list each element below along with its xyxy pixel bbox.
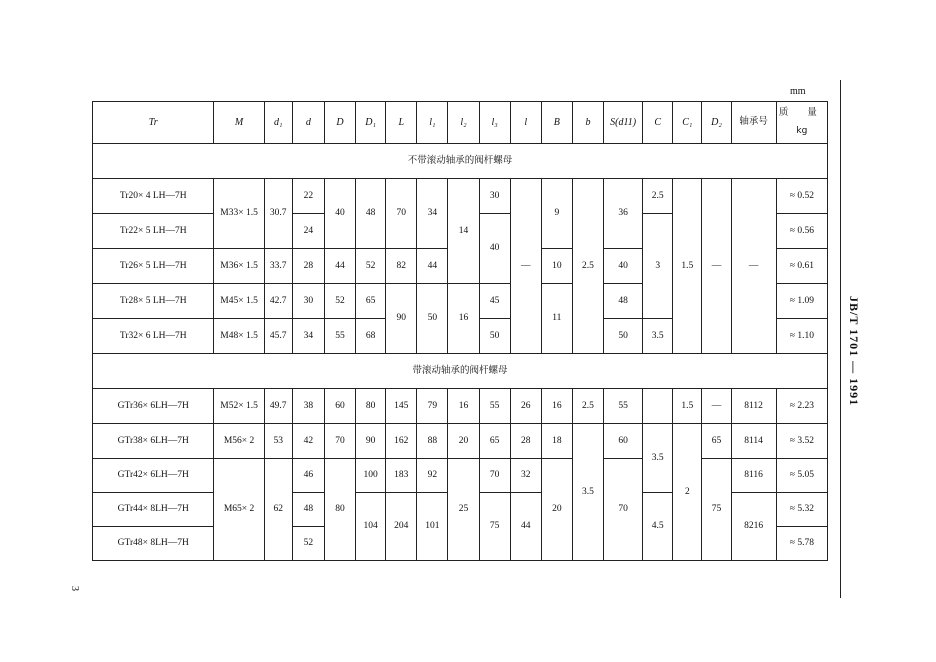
cell-l3: 75 — [479, 493, 510, 561]
cell-L: 145 — [386, 389, 417, 424]
cell-l2: 16 — [448, 284, 479, 354]
cell-b: 2.5 — [572, 389, 603, 424]
cell-l: 44 — [510, 493, 541, 561]
header-b: b — [572, 102, 603, 144]
cell-m: M56× 2 — [214, 424, 264, 459]
header-weight — [776, 102, 827, 144]
cell-d: 30 — [292, 284, 324, 319]
cell-L: 183 — [386, 459, 417, 493]
cell-D1: 48 — [356, 179, 386, 249]
cell-weight: ≈ 3.52 — [776, 424, 827, 459]
table-row — [93, 179, 828, 214]
cell-d1: 30.7 — [264, 179, 292, 249]
cell-D2: 65 — [702, 424, 731, 459]
cell-l3: 30 — [479, 179, 510, 214]
cell-weight: ≈ 0.61 — [776, 249, 827, 284]
cell-l3: 70 — [479, 459, 510, 493]
cell-bearing: 8216 — [731, 493, 776, 561]
cell-B: 10 — [541, 249, 572, 284]
cell-B: 11 — [541, 284, 572, 354]
cell-S: 48 — [604, 284, 643, 319]
header-l: l — [510, 102, 541, 144]
header-weight-label: 质 量 — [778, 106, 825, 118]
cell-l1: 79 — [417, 389, 448, 424]
header-l1: l₁ — [417, 102, 448, 144]
cell-S: 50 — [604, 319, 643, 354]
cell-m: M48× 1.5 — [214, 319, 264, 354]
cell-l: 26 — [510, 389, 541, 424]
cell-S: 36 — [604, 179, 643, 249]
header-l2: l₂ — [448, 102, 479, 144]
cell-L: 90 — [386, 284, 417, 354]
cell-tr: GTr44× 8LH—7H — [93, 493, 214, 527]
cell-B: 16 — [541, 389, 572, 424]
cell-L: 162 — [386, 424, 417, 459]
standard-side-label: JB/T 1701 — 1991 — [847, 296, 861, 407]
cell-m: M45× 1.5 — [214, 284, 264, 319]
cell-C: 3.5 — [643, 319, 673, 354]
cell-bearing: — — [731, 179, 776, 354]
header-d1: d₁ — [264, 102, 292, 144]
cell-m: M36× 1.5 — [214, 249, 264, 284]
cell-C1: 2 — [673, 424, 702, 561]
section-title-bearing: 带滚动轴承的阀杆螺母 — [93, 354, 828, 389]
cell-b: 2.5 — [572, 179, 603, 354]
cell-l: 28 — [510, 424, 541, 459]
cell-D: 40 — [324, 179, 355, 249]
cell-D1: 65 — [356, 284, 386, 319]
header-B: B — [541, 102, 572, 144]
cell-C1: 1.5 — [673, 179, 702, 354]
cell-D1: 68 — [356, 319, 386, 354]
cell-d: 42 — [292, 424, 324, 459]
cell-D1: 52 — [356, 249, 386, 284]
cell-tr: Tr28× 5 LH—7H — [93, 284, 214, 319]
header-bearing: 轴承号 — [731, 102, 776, 144]
table-row — [93, 459, 828, 493]
header-tr: Tr — [93, 102, 214, 144]
cell-l1: 44 — [417, 249, 448, 284]
header-L: L — [386, 102, 417, 144]
cell-tr: Tr20× 4 LH—7H — [93, 179, 214, 214]
section-title-plain: 不带滚动轴承的阀杆螺母 — [93, 144, 828, 179]
cell-l3: 40 — [479, 214, 510, 284]
cell-B: 20 — [541, 459, 572, 561]
cell-l3: 65 — [479, 424, 510, 459]
cell-C — [643, 389, 673, 424]
unit-label: mm — [790, 86, 806, 97]
cell-D: 80 — [324, 459, 355, 561]
cell-weight: ≈ 1.10 — [776, 319, 827, 354]
cell-C: 4.5 — [643, 493, 673, 561]
cell-S: 55 — [604, 389, 643, 424]
page-number: 3 — [69, 586, 80, 591]
cell-D: 60 — [324, 389, 355, 424]
cell-tr: Tr32× 6 LH—7H — [93, 319, 214, 354]
cell-weight: ≈ 1.09 — [776, 284, 827, 319]
cell-D2: — — [702, 179, 731, 354]
cell-d: 24 — [292, 214, 324, 249]
cell-L: 204 — [386, 493, 417, 561]
cell-l3: 45 — [479, 284, 510, 319]
cell-D2: 75 — [702, 459, 731, 561]
cell-S: 40 — [604, 249, 643, 284]
cell-l3: 50 — [479, 319, 510, 354]
cell-d1: 53 — [264, 424, 292, 459]
header-C1: C₁ — [673, 102, 702, 144]
header-m: M — [214, 102, 264, 144]
cell-C: 3.5 — [643, 424, 673, 493]
header-S: S(d11) — [604, 102, 643, 144]
cell-bearing: 8112 — [731, 389, 776, 424]
header-l3: l₃ — [479, 102, 510, 144]
cell-D1: 80 — [356, 389, 386, 424]
cell-d1: 33.7 — [264, 249, 292, 284]
cell-tr: GTr42× 6LH—7H — [93, 459, 214, 493]
cell-m: M33× 1.5 — [214, 179, 264, 249]
cell-weight: ≈ 5.32 — [776, 493, 827, 527]
cell-D2: — — [702, 389, 731, 424]
cell-l: — — [510, 179, 541, 354]
cell-B: 9 — [541, 179, 572, 249]
cell-d: 34 — [292, 319, 324, 354]
cell-l2: 25 — [448, 459, 479, 561]
spec-table — [92, 101, 828, 561]
cell-d: 52 — [292, 527, 324, 561]
cell-D: 55 — [324, 319, 355, 354]
header-D2: D₂ — [702, 102, 731, 144]
cell-l3: 55 — [479, 389, 510, 424]
cell-l1: 34 — [417, 179, 448, 249]
cell-d1: 49.7 — [264, 389, 292, 424]
section-row — [93, 354, 828, 389]
cell-bearing: 8116 — [731, 459, 776, 493]
cell-D1: 90 — [356, 424, 386, 459]
cell-l1: 88 — [417, 424, 448, 459]
cell-bearing: 8114 — [731, 424, 776, 459]
cell-d: 38 — [292, 389, 324, 424]
cell-l1: 92 — [417, 459, 448, 493]
cell-C1: 1.5 — [673, 389, 702, 424]
cell-d1: 42.7 — [264, 284, 292, 319]
header-d: d — [292, 102, 324, 144]
header-row — [93, 102, 828, 144]
cell-l: 32 — [510, 459, 541, 493]
cell-tr: GTr36× 6LH—7H — [93, 389, 214, 424]
cell-D: 44 — [324, 249, 355, 284]
cell-B: 18 — [541, 424, 572, 459]
header-weight-unit: kg — [796, 126, 808, 137]
cell-D1: 100 — [356, 459, 386, 493]
cell-l1: 101 — [417, 493, 448, 561]
cell-D: 52 — [324, 284, 355, 319]
cell-l1: 50 — [417, 284, 448, 354]
cell-d: 22 — [292, 179, 324, 214]
cell-L: 82 — [386, 249, 417, 284]
cell-d1: 62 — [264, 459, 292, 561]
cell-D: 70 — [324, 424, 355, 459]
cell-d: 46 — [292, 459, 324, 493]
cell-C: 3 — [643, 214, 673, 319]
cell-m: M65× 2 — [214, 459, 264, 561]
margin-rule — [840, 80, 841, 598]
cell-weight: ≈ 5.05 — [776, 459, 827, 493]
section-row — [93, 144, 828, 179]
cell-tr: GTr48× 8LH—7H — [93, 527, 214, 561]
header-C: C — [643, 102, 673, 144]
cell-weight: ≈ 0.52 — [776, 179, 827, 214]
cell-S: 70 — [604, 459, 643, 561]
cell-d1: 45.7 — [264, 319, 292, 354]
cell-weight: ≈ 0.56 — [776, 214, 827, 249]
cell-tr: GTr38× 6LH—7H — [93, 424, 214, 459]
cell-D1: 104 — [356, 493, 386, 561]
cell-S: 60 — [604, 424, 643, 459]
cell-d: 28 — [292, 249, 324, 284]
cell-l2: 14 — [448, 179, 479, 284]
cell-d: 48 — [292, 493, 324, 527]
header-D1: D₁ — [356, 102, 386, 144]
table-row — [93, 389, 828, 424]
table-row — [93, 424, 828, 459]
cell-b: 3.5 — [572, 424, 603, 561]
cell-l2: 16 — [448, 389, 479, 424]
cell-m: M52× 1.5 — [214, 389, 264, 424]
cell-l2: 20 — [448, 424, 479, 459]
cell-tr: Tr26× 5 LH—7H — [93, 249, 214, 284]
cell-weight: ≈ 5.78 — [776, 527, 827, 561]
cell-weight: ≈ 2.23 — [776, 389, 827, 424]
cell-C: 2.5 — [643, 179, 673, 214]
cell-tr: Tr22× 5 LH—7H — [93, 214, 214, 249]
cell-L: 70 — [386, 179, 417, 249]
header-D: D — [324, 102, 355, 144]
